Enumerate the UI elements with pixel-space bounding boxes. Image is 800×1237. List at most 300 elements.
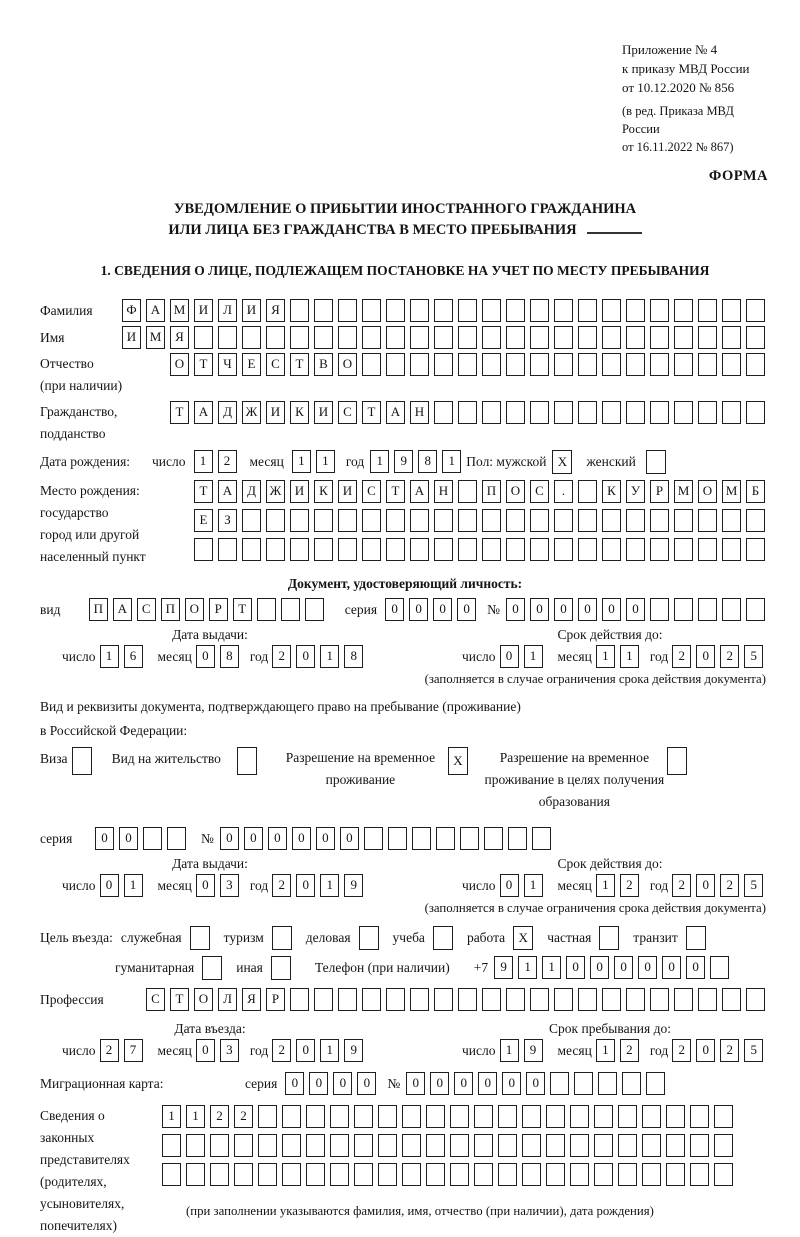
char-cell[interactable] [386,326,405,349]
char-cell[interactable] [162,1163,181,1186]
char-cell[interactable] [690,1105,709,1128]
char-cell[interactable]: 0 [100,874,119,897]
char-cell[interactable]: С [338,401,357,424]
char-cell[interactable] [314,509,333,532]
char-cell[interactable]: 1 [320,1039,339,1062]
char-cell[interactable] [386,299,405,322]
char-cell[interactable]: 1 [194,450,213,473]
char-cell[interactable] [266,538,285,561]
char-cell[interactable] [746,353,765,376]
char-cell[interactable]: 0 [333,1072,352,1095]
char-cell[interactable] [578,401,597,424]
char-cell[interactable] [194,538,213,561]
char-cell[interactable] [666,1134,685,1157]
char-cell[interactable] [506,299,525,322]
char-cell[interactable] [257,598,276,621]
char-cell[interactable]: 0 [95,827,114,850]
char-cell[interactable]: 9 [494,956,513,979]
char-cell[interactable]: Ф [122,299,141,322]
char-cell[interactable] [722,299,741,322]
char-cell[interactable]: 0 [309,1072,328,1095]
checkbox-purpose-private[interactable] [599,926,619,950]
char-cell[interactable]: 9 [524,1039,543,1062]
char-cell[interactable]: 0 [196,1039,215,1062]
char-cell[interactable]: 0 [590,956,609,979]
char-cell[interactable]: 2 [100,1039,119,1062]
char-cell[interactable] [674,299,693,322]
char-cell[interactable] [338,326,357,349]
char-cell[interactable]: 0 [285,1072,304,1095]
char-cell[interactable]: 1 [524,645,543,668]
char-cell[interactable] [650,401,669,424]
char-cell[interactable]: П [89,598,108,621]
char-cell[interactable] [698,326,717,349]
char-cell[interactable]: Н [410,401,429,424]
char-cell[interactable] [386,538,405,561]
checkbox-female[interactable] [646,450,666,474]
char-cell[interactable] [458,509,477,532]
checkbox-purpose-business[interactable] [359,926,379,950]
char-cell[interactable]: 0 [696,874,715,897]
checkbox-temp-residence-edu[interactable] [667,747,687,775]
char-cell[interactable] [626,401,645,424]
char-cell[interactable]: М [722,480,741,503]
char-cell[interactable] [210,1163,229,1186]
char-cell[interactable] [234,1163,253,1186]
char-cell[interactable] [574,1072,593,1095]
char-cell[interactable]: И [194,299,213,322]
char-cell[interactable] [698,598,717,621]
char-cell[interactable]: Д [242,480,261,503]
char-cell[interactable] [642,1163,661,1186]
char-cell[interactable] [674,538,693,561]
char-cell[interactable] [626,509,645,532]
char-cell[interactable] [666,1105,685,1128]
char-cell[interactable] [482,401,501,424]
char-cell[interactable]: 0 [430,1072,449,1095]
char-cell[interactable] [746,598,765,621]
char-cell[interactable] [386,509,405,532]
char-cell[interactable] [690,1163,709,1186]
char-cell[interactable] [330,1134,349,1157]
char-cell[interactable] [650,988,669,1011]
char-cell[interactable] [186,1134,205,1157]
char-cell[interactable] [554,326,573,349]
char-cell[interactable] [434,326,453,349]
char-cell[interactable]: 2 [234,1105,253,1128]
char-cell[interactable] [698,353,717,376]
char-cell[interactable]: 2 [620,874,639,897]
char-cell[interactable] [546,1134,565,1157]
char-cell[interactable] [674,353,693,376]
char-cell[interactable]: 2 [672,645,691,668]
char-cell[interactable]: 1 [518,956,537,979]
char-cell[interactable] [530,401,549,424]
char-cell[interactable]: 0 [530,598,549,621]
char-cell[interactable] [554,401,573,424]
char-cell[interactable]: А [410,480,429,503]
char-cell[interactable] [412,827,431,850]
char-cell[interactable] [474,1105,493,1128]
char-cell[interactable]: 0 [696,645,715,668]
char-cell[interactable] [186,1163,205,1186]
char-cell[interactable] [578,538,597,561]
char-cell[interactable] [674,509,693,532]
char-cell[interactable] [258,1134,277,1157]
char-cell[interactable] [434,988,453,1011]
char-cell[interactable]: О [185,598,204,621]
char-cell[interactable] [594,1105,613,1128]
char-cell[interactable] [722,509,741,532]
char-cell[interactable] [426,1163,445,1186]
checkbox-purpose-transit[interactable] [686,926,706,950]
char-cell[interactable]: 1 [596,1039,615,1062]
char-cell[interactable] [498,1163,517,1186]
char-cell[interactable] [602,326,621,349]
char-cell[interactable]: 1 [370,450,389,473]
char-cell[interactable]: 7 [124,1039,143,1062]
char-cell[interactable]: Р [209,598,228,621]
char-cell[interactable] [458,401,477,424]
char-cell[interactable]: 0 [244,827,263,850]
char-cell[interactable] [458,326,477,349]
char-cell[interactable] [594,1163,613,1186]
char-cell[interactable] [530,538,549,561]
char-cell[interactable] [554,299,573,322]
char-cell[interactable] [530,353,549,376]
char-cell[interactable]: В [314,353,333,376]
char-cell[interactable]: 0 [385,598,404,621]
char-cell[interactable] [194,326,213,349]
char-cell[interactable] [650,509,669,532]
char-cell[interactable] [402,1134,421,1157]
char-cell[interactable]: Е [194,509,213,532]
char-cell[interactable] [450,1163,469,1186]
char-cell[interactable] [746,988,765,1011]
char-cell[interactable] [714,1163,733,1186]
char-cell[interactable]: О [170,353,189,376]
char-cell[interactable]: 1 [542,956,561,979]
char-cell[interactable]: Р [266,988,285,1011]
char-cell[interactable] [450,1105,469,1128]
char-cell[interactable] [674,598,693,621]
char-cell[interactable]: А [146,299,165,322]
char-cell[interactable]: Н [434,480,453,503]
char-cell[interactable] [474,1134,493,1157]
char-cell[interactable] [378,1105,397,1128]
char-cell[interactable] [602,988,621,1011]
checkbox-purpose-other[interactable] [271,956,291,980]
char-cell[interactable]: 0 [220,827,239,850]
char-cell[interactable]: 5 [744,645,763,668]
char-cell[interactable] [746,538,765,561]
char-cell[interactable] [410,326,429,349]
char-cell[interactable] [578,299,597,322]
char-cell[interactable] [167,827,186,850]
char-cell[interactable] [618,1105,637,1128]
char-cell[interactable]: 0 [119,827,138,850]
char-cell[interactable] [306,1163,325,1186]
char-cell[interactable]: 0 [316,827,335,850]
char-cell[interactable] [482,326,501,349]
char-cell[interactable] [622,1072,641,1095]
char-cell[interactable]: 5 [744,1039,763,1062]
char-cell[interactable]: 2 [720,874,739,897]
char-cell[interactable] [314,326,333,349]
char-cell[interactable] [578,326,597,349]
char-cell[interactable] [722,988,741,1011]
checkbox-male[interactable]: X [552,450,572,474]
char-cell[interactable]: С [137,598,156,621]
char-cell[interactable] [570,1105,589,1128]
char-cell[interactable] [362,299,381,322]
char-cell[interactable]: 9 [394,450,413,473]
char-cell[interactable]: М [674,480,693,503]
char-cell[interactable] [314,988,333,1011]
char-cell[interactable] [402,1163,421,1186]
char-cell[interactable] [314,299,333,322]
char-cell[interactable] [506,538,525,561]
char-cell[interactable] [458,353,477,376]
char-cell[interactable]: И [266,401,285,424]
checkbox-purpose-official[interactable] [190,926,210,950]
char-cell[interactable]: 0 [292,827,311,850]
char-cell[interactable]: 1 [620,645,639,668]
char-cell[interactable]: 2 [272,874,291,897]
char-cell[interactable] [402,1105,421,1128]
char-cell[interactable] [410,538,429,561]
char-cell[interactable] [530,299,549,322]
char-cell[interactable] [650,538,669,561]
char-cell[interactable] [498,1134,517,1157]
char-cell[interactable] [570,1134,589,1157]
char-cell[interactable] [746,509,765,532]
char-cell[interactable] [602,401,621,424]
char-cell[interactable] [460,827,479,850]
char-cell[interactable]: Д [218,401,237,424]
char-cell[interactable] [598,1072,617,1095]
char-cell[interactable]: 2 [210,1105,229,1128]
char-cell[interactable]: И [314,401,333,424]
char-cell[interactable] [482,538,501,561]
char-cell[interactable]: 1 [124,874,143,897]
char-cell[interactable] [550,1072,569,1095]
char-cell[interactable]: 0 [500,645,519,668]
char-cell[interactable]: 0 [409,598,428,621]
char-cell[interactable] [482,353,501,376]
char-cell[interactable] [626,988,645,1011]
char-cell[interactable] [458,299,477,322]
char-cell[interactable]: 0 [554,598,573,621]
char-cell[interactable] [746,299,765,322]
char-cell[interactable]: 8 [418,450,437,473]
char-cell[interactable]: И [290,480,309,503]
char-cell[interactable]: К [290,401,309,424]
char-cell[interactable] [618,1134,637,1157]
char-cell[interactable]: Т [290,353,309,376]
char-cell[interactable]: А [113,598,132,621]
char-cell[interactable]: 3 [220,1039,239,1062]
char-cell[interactable] [290,299,309,322]
char-cell[interactable]: 1 [596,645,615,668]
char-cell[interactable] [410,509,429,532]
char-cell[interactable] [218,326,237,349]
char-cell[interactable] [506,353,525,376]
char-cell[interactable]: 0 [502,1072,521,1095]
char-cell[interactable]: Т [233,598,252,621]
char-cell[interactable] [554,538,573,561]
char-cell[interactable]: 0 [340,827,359,850]
char-cell[interactable] [546,1105,565,1128]
char-cell[interactable]: 0 [626,598,645,621]
char-cell[interactable]: 0 [454,1072,473,1095]
char-cell[interactable]: 0 [614,956,633,979]
checkbox-purpose-humanitarian[interactable] [202,956,222,980]
char-cell[interactable] [698,988,717,1011]
char-cell[interactable] [722,353,741,376]
char-cell[interactable] [378,1134,397,1157]
char-cell[interactable] [626,299,645,322]
char-cell[interactable] [746,326,765,349]
char-cell[interactable] [578,988,597,1011]
char-cell[interactable] [305,598,324,621]
char-cell[interactable]: С [530,480,549,503]
char-cell[interactable] [258,1163,277,1186]
char-cell[interactable] [362,326,381,349]
char-cell[interactable] [698,538,717,561]
char-cell[interactable] [746,401,765,424]
char-cell[interactable] [570,1163,589,1186]
char-cell[interactable] [354,1105,373,1128]
char-cell[interactable]: Я [170,326,189,349]
char-cell[interactable]: 8 [220,645,239,668]
char-cell[interactable]: 2 [272,645,291,668]
char-cell[interactable] [388,827,407,850]
char-cell[interactable] [242,538,261,561]
char-cell[interactable]: 9 [344,1039,363,1062]
char-cell[interactable] [594,1134,613,1157]
char-cell[interactable] [646,1072,665,1095]
char-cell[interactable]: 0 [578,598,597,621]
char-cell[interactable]: С [266,353,285,376]
char-cell[interactable] [642,1134,661,1157]
char-cell[interactable] [602,353,621,376]
char-cell[interactable]: 0 [196,874,215,897]
char-cell[interactable] [410,988,429,1011]
char-cell[interactable] [290,326,309,349]
char-cell[interactable] [674,326,693,349]
char-cell[interactable] [506,988,525,1011]
char-cell[interactable] [330,1163,349,1186]
char-cell[interactable]: Е [242,353,261,376]
char-cell[interactable] [532,827,551,850]
char-cell[interactable]: 2 [672,874,691,897]
checkbox-residence-permit[interactable] [237,747,257,775]
char-cell[interactable]: О [506,480,525,503]
char-cell[interactable]: М [146,326,165,349]
char-cell[interactable] [242,326,261,349]
char-cell[interactable] [143,827,162,850]
char-cell[interactable]: 2 [218,450,237,473]
char-cell[interactable] [506,326,525,349]
char-cell[interactable]: О [338,353,357,376]
char-cell[interactable] [362,988,381,1011]
char-cell[interactable] [266,326,285,349]
char-cell[interactable] [162,1134,181,1157]
char-cell[interactable] [722,326,741,349]
char-cell[interactable]: А [218,480,237,503]
char-cell[interactable]: 0 [433,598,452,621]
char-cell[interactable]: М [170,299,189,322]
char-cell[interactable] [266,509,285,532]
char-cell[interactable] [306,1134,325,1157]
char-cell[interactable] [554,353,573,376]
char-cell[interactable] [242,509,261,532]
char-cell[interactable]: 1 [162,1105,181,1128]
char-cell[interactable] [362,353,381,376]
char-cell[interactable] [674,401,693,424]
char-cell[interactable]: 3 [220,874,239,897]
char-cell[interactable]: 0 [696,1039,715,1062]
char-cell[interactable] [506,401,525,424]
char-cell[interactable]: А [194,401,213,424]
char-cell[interactable]: 0 [566,956,585,979]
char-cell[interactable] [650,326,669,349]
char-cell[interactable]: 1 [442,450,461,473]
char-cell[interactable]: 1 [316,450,335,473]
char-cell[interactable] [666,1163,685,1186]
char-cell[interactable] [714,1134,733,1157]
char-cell[interactable] [710,956,729,979]
char-cell[interactable]: 0 [526,1072,545,1095]
char-cell[interactable] [482,509,501,532]
checkbox-purpose-study[interactable] [433,926,453,950]
char-cell[interactable] [434,509,453,532]
char-cell[interactable]: Л [218,299,237,322]
char-cell[interactable] [306,1105,325,1128]
char-cell[interactable]: И [242,299,261,322]
checkbox-temp-residence[interactable]: X [448,747,468,775]
char-cell[interactable] [650,299,669,322]
char-cell[interactable]: И [122,326,141,349]
char-cell[interactable] [458,988,477,1011]
char-cell[interactable]: 1 [524,874,543,897]
char-cell[interactable] [642,1105,661,1128]
char-cell[interactable] [314,538,333,561]
char-cell[interactable]: 1 [320,874,339,897]
char-cell[interactable] [426,1105,445,1128]
char-cell[interactable]: 1 [292,450,311,473]
checkbox-purpose-work[interactable]: X [513,926,533,950]
char-cell[interactable]: 1 [596,874,615,897]
char-cell[interactable] [282,1134,301,1157]
char-cell[interactable]: Т [170,988,189,1011]
char-cell[interactable] [506,509,525,532]
char-cell[interactable] [626,353,645,376]
char-cell[interactable] [234,1134,253,1157]
char-cell[interactable] [386,353,405,376]
char-cell[interactable] [290,509,309,532]
char-cell[interactable] [522,1163,541,1186]
char-cell[interactable]: Я [266,299,285,322]
char-cell[interactable]: 1 [100,645,119,668]
char-cell[interactable] [364,827,383,850]
char-cell[interactable]: 0 [638,956,657,979]
char-cell[interactable]: К [602,480,621,503]
checkbox-purpose-tourism[interactable] [272,926,292,950]
char-cell[interactable]: 1 [500,1039,519,1062]
char-cell[interactable]: 2 [620,1039,639,1062]
